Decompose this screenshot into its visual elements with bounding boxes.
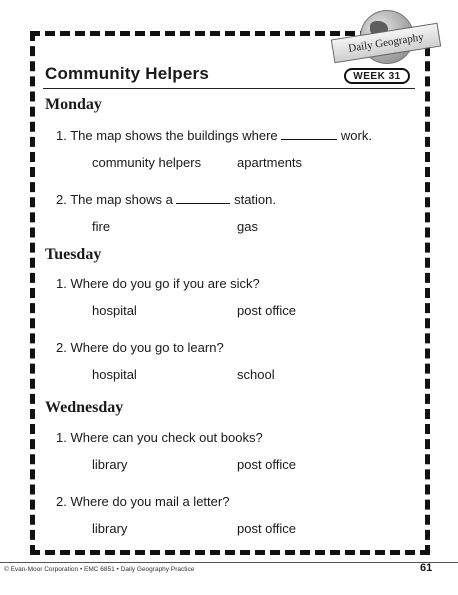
footer-credit: © Evan-Moor Corporation • EMC 6851 • Daily Geography Practice (4, 566, 195, 573)
option-library[interactable]: library (92, 457, 128, 472)
page-title: Community Helpers (45, 64, 209, 83)
question-number: 2. (56, 192, 67, 207)
option-school[interactable]: school (237, 367, 275, 382)
option-hospital[interactable]: hospital (92, 367, 137, 382)
answer-blank[interactable] (176, 202, 230, 204)
question-wednesday-2 (56, 494, 229, 509)
day-heading-wednesday: Wednesday (45, 399, 124, 416)
question-text: Where can you check out books? (70, 430, 263, 445)
question-text-after: station. (234, 192, 277, 207)
question-number: 2. (56, 494, 67, 509)
question-text: Where do you go to learn? (70, 340, 224, 355)
option-hospital[interactable]: hospital (92, 303, 137, 318)
option-post-office[interactable]: post office (237, 521, 297, 536)
option-community-helpers[interactable]: community helpers (92, 155, 202, 170)
question-text: The map shows a (70, 192, 173, 207)
answer-blank[interactable] (281, 138, 337, 140)
question-monday-2 (56, 192, 276, 207)
day-heading-monday: Monday (45, 96, 102, 113)
question-monday-1 (56, 128, 372, 143)
question-text: The map shows the buildings where (70, 128, 278, 143)
week-badge: WEEK 31 (344, 68, 410, 84)
option-post-office[interactable]: post office (237, 457, 297, 472)
option-library[interactable]: library (92, 521, 128, 536)
question-number: 2. (56, 340, 67, 355)
question-number: 1. (56, 430, 67, 445)
option-apartments[interactable]: apartments (237, 155, 303, 170)
question-number: 1. (56, 128, 67, 143)
title-divider (43, 88, 415, 89)
footer-divider (0, 562, 458, 563)
question-tuesday-2 (56, 340, 224, 355)
day-heading-tuesday: Tuesday (45, 246, 102, 263)
option-fire[interactable]: fire (92, 219, 111, 234)
question-tuesday-1 (56, 276, 260, 291)
question-wednesday-1 (56, 430, 263, 445)
question-number: 1. (56, 276, 67, 291)
question-text: Where do you go if you are sick? (70, 276, 260, 291)
question-text: Where do you mail a letter? (70, 494, 230, 509)
question-text-after: work. (340, 128, 372, 143)
option-post-office[interactable]: post office (237, 303, 297, 318)
daily-geography-banner: Daily Geography (331, 23, 441, 64)
page-number: 61 (420, 562, 433, 574)
option-gas[interactable]: gas (237, 219, 258, 234)
